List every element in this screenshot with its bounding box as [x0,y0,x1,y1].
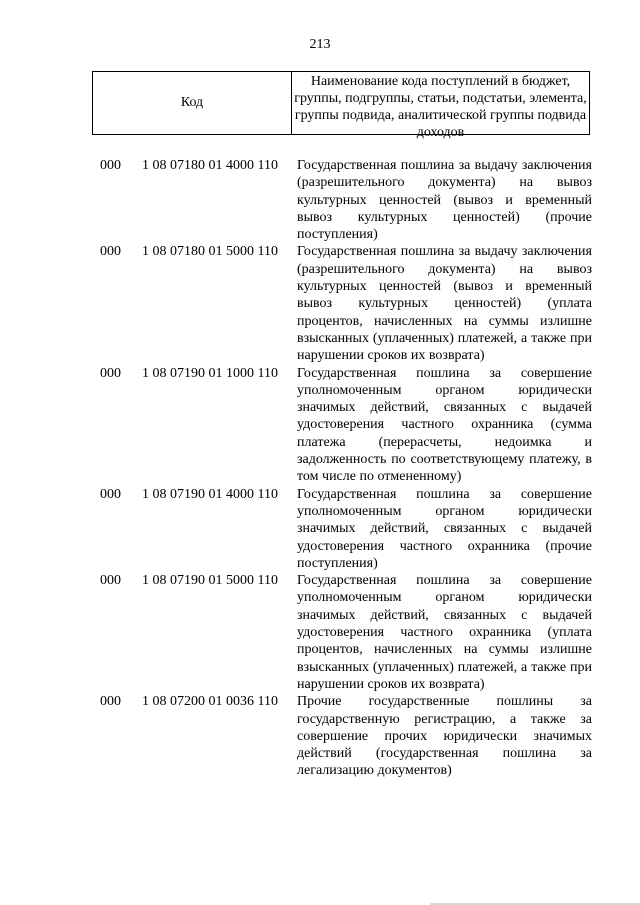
revenue-code: 1 08 07190 01 4000 110 [142,486,278,502]
revenue-description: Государственная пошлина за выдачу заключения (разрешительного документа) на вывоз культурных ценностей (вывоз и временный вывоз культурных ценностей) (уплата процентов, начисленных на суммы излишне взысканных (уплаченных) платежей, а также при нарушении сроков их возврата) [297,244,592,364]
admin-code: 000 [100,244,121,260]
header-name-cell: Наименование кода поступлений в бюджет, группы, подгруппы, статьи, подстатьи, элемента, группы подвида, аналитической группы подвида доходов [294,74,587,140]
header-code-cell: Код [93,72,292,134]
table-body [100,157,592,780]
revenue-description: Прочие государственные пошлины за государственную регистрацию, а также за совершение прочих юридически значимых действий (государственная пошлина за легализацию документов) [297,694,592,779]
revenue-description: Государственная пошлина за совершение уполномоченным органом юридически значимых действий, связанных с выдачей удостоверения частного охранника (сумма платежа (перерасчеты, недоимка и задолженность по соответствующему платежу, в том числе по отмененному) [297,365,592,485]
page-number: 213 [309,37,331,52]
table-row [100,486,592,572]
revenue-description: Государственная пошлина за совершение уполномоченным органом юридически значимых действий, связанных с выдачей удостоверения частного охранника (уплата процентов, начисленных на суммы излишне взысканных (уплаченных) платежей, а также при нарушении сроков их возврата) [297,573,592,692]
revenue-description: Государственная пошлина за выдачу заключения (разрешительного документа) на вывоз культурных ценностей (вывоз и временный вывоз культурных ценностей) (прочие поступления) [297,158,592,243]
admin-code: 000 [100,486,121,502]
table-row [100,243,592,364]
revenue-code: 1 08 07200 01 0036 110 [142,694,278,710]
admin-code: 000 [100,573,121,589]
revenue-code: 1 08 07180 01 5000 110 [142,244,278,260]
admin-code: 000 [100,365,121,381]
revenue-code: 1 08 07190 01 5000 110 [142,573,278,589]
admin-code: 000 [100,694,121,710]
revenue-code: 1 08 07190 01 1000 110 [142,365,278,381]
table-row [100,365,592,486]
table-row [100,572,592,693]
table-row [100,157,592,243]
admin-code: 000 [100,158,121,173]
revenue-description: Государственная пошлина за совершение уполномоченным органом юридически значимых действий, связанных с выдачей удостоверения частного охранника (прочие поступления) [297,486,592,571]
table-row [100,693,592,779]
revenue-code: 1 08 07180 01 4000 110 [142,158,278,173]
table-header [92,71,590,140]
